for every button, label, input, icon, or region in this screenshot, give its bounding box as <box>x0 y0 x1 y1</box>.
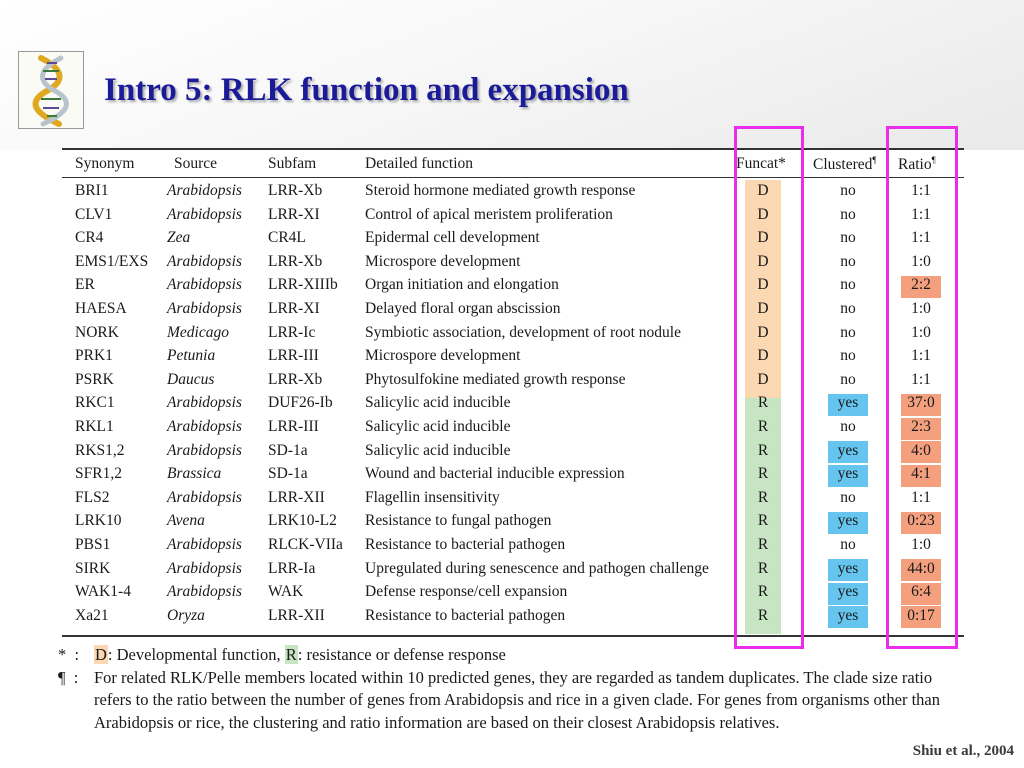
cell-clustered: no <box>840 300 856 317</box>
table-row <box>0 275 1024 299</box>
cell-ratio: 4:0 <box>911 441 931 459</box>
cell-clustered: no <box>840 276 856 294</box>
cell-subfam: LRR-XI <box>268 300 320 317</box>
cell-clustered: no <box>840 347 856 365</box>
cell-funcat: R <box>757 441 769 459</box>
table-row <box>0 323 1024 347</box>
pilcrow-symbol: ¶ <box>58 667 66 687</box>
cell-subfam: LRR-XII <box>268 606 325 624</box>
cell-source: Brassica <box>167 465 222 483</box>
cell-clustered: no <box>840 536 856 553</box>
cell-synonym: SIRK <box>75 559 111 577</box>
table-header-rule <box>62 177 964 178</box>
cell-detailed-function: Wound and bacterial inducible expression <box>365 465 625 483</box>
cell-clustered: no <box>840 182 856 199</box>
cell-source: Arabidopsis <box>167 182 242 199</box>
cell-synonym: PBS1 <box>75 536 111 553</box>
table-row <box>0 606 1024 630</box>
cell-subfam: LRR-Ia <box>268 559 316 577</box>
table-row <box>0 582 1024 606</box>
cell-subfam: SD-1a <box>268 465 308 483</box>
cell-funcat: R <box>757 512 769 530</box>
cell-ratio: 1:0 <box>911 252 931 270</box>
cell-clustered: yes <box>837 606 859 624</box>
cell-funcat: R <box>757 465 769 483</box>
table-row <box>0 559 1024 583</box>
cell-clustered: no <box>840 252 856 270</box>
table-row <box>0 488 1024 512</box>
cell-clustered: no <box>840 323 856 341</box>
cell-subfam: LRK10-L2 <box>268 512 337 530</box>
cell-detailed-function: Flagellin insensitivity <box>365 488 500 506</box>
developmental-code: D <box>95 645 107 664</box>
cell-synonym: RKC1 <box>75 394 115 412</box>
citation: Shiu et al., 2004 <box>912 743 1014 759</box>
cell-ratio: 1:0 <box>911 536 931 553</box>
cell-detailed-function: Salicylic acid inducible <box>365 394 511 412</box>
cell-clustered: yes <box>837 583 859 601</box>
cell-clustered: yes <box>837 465 859 483</box>
cell-clustered: no <box>840 488 856 506</box>
table-row <box>0 181 1024 205</box>
table-row <box>0 346 1024 370</box>
cell-subfam: LRR-Ic <box>268 323 316 341</box>
cell-funcat: R <box>757 583 769 601</box>
resistance-code: R <box>285 645 297 664</box>
cell-source: Petunia <box>167 347 216 365</box>
cell-ratio: 2:2 <box>911 276 931 294</box>
header-synonym: Synonym <box>75 155 135 172</box>
cell-synonym: NORK <box>75 323 119 341</box>
header-ratio-label: Ratio <box>898 156 932 174</box>
cell-detailed-function: Resistance to bacterial pathogen <box>365 536 566 553</box>
table-row <box>0 393 1024 417</box>
pilcrow-description: For related RLK/Pelle members located within 10 predicted genes, they are regarded as tandem duplicates. The clade size ratio refers to the ratio between the number of genes from Arabidopsis and rice in a given clade. For genes from organisms other than Arabidopsis or rice, the clustering and ratio information are based on their closest Arabidopsis relatives. <box>94 667 940 732</box>
cell-ratio: 1:1 <box>911 370 931 388</box>
footnotes <box>58 644 958 734</box>
cell-source: Arabidopsis <box>167 205 242 223</box>
footnote-asterisk-mark <box>58 644 79 667</box>
cell-ratio: 6:4 <box>911 583 931 601</box>
cell-clustered: no <box>840 205 856 223</box>
cell-detailed-function: Steroid hormone mediated growth response <box>365 182 636 199</box>
cell-ratio: 0:23 <box>907 512 935 530</box>
cell-source: Arabidopsis <box>167 583 242 601</box>
cell-synonym: Xa21 <box>75 606 109 624</box>
table-row <box>0 299 1024 323</box>
cell-detailed-function: Resistance to bacterial pathogen <box>365 606 566 624</box>
cell-funcat: R <box>757 394 769 412</box>
table-bottom-rule <box>62 635 964 637</box>
cell-source: Arabidopsis <box>167 418 242 435</box>
cell-clustered: yes <box>837 559 859 577</box>
cell-subfam: LRR-Xb <box>268 182 323 199</box>
table-row <box>0 205 1024 229</box>
header-source: Source <box>174 155 218 172</box>
cell-funcat: R <box>757 606 769 624</box>
cell-funcat: D <box>757 182 769 199</box>
cell-ratio: 2:3 <box>911 418 931 435</box>
cell-ratio: 1:1 <box>911 229 931 247</box>
cell-subfam: LRR-XIIIb <box>268 276 338 294</box>
table-row <box>0 228 1024 252</box>
cell-subfam: SD-1a <box>268 441 308 459</box>
cell-clustered: yes <box>837 512 859 530</box>
cell-ratio: 44:0 <box>907 559 935 577</box>
cell-funcat: D <box>757 252 769 270</box>
cell-detailed-function: Organ initiation and elongation <box>365 276 559 294</box>
table-row <box>0 441 1024 465</box>
table-row <box>0 464 1024 488</box>
header-detailed-function: Detailed function <box>365 155 474 172</box>
cell-ratio: 1:1 <box>911 347 931 365</box>
cell-detailed-function: Phytosulfokine mediated growth response <box>365 370 626 388</box>
cell-source: Daucus <box>167 370 215 388</box>
cell-subfam: LRR-Xb <box>268 370 323 388</box>
cell-subfam: LRR-III <box>268 347 319 365</box>
cell-subfam: LRR-XI <box>268 205 320 223</box>
cell-synonym: RKS1,2 <box>75 441 125 459</box>
table-header <box>0 154 1024 176</box>
table-row <box>0 252 1024 276</box>
cell-funcat: D <box>757 205 769 223</box>
cell-ratio: 4:1 <box>911 465 931 483</box>
cell-clustered: yes <box>837 441 859 459</box>
cell-funcat: D <box>757 300 769 317</box>
header-clustered-label: Clustered <box>813 156 873 174</box>
table-row <box>0 535 1024 559</box>
cell-detailed-function: Symbiotic association, development of root nodule <box>365 323 681 341</box>
cell-source: Arabidopsis <box>167 536 242 553</box>
cell-source: Medicago <box>167 323 229 341</box>
cell-detailed-function: Upregulated during senescence and pathogen challenge <box>365 559 709 577</box>
cell-clustered: no <box>840 229 856 247</box>
cell-subfam: WAK <box>268 583 304 601</box>
cell-synonym: ER <box>75 276 95 294</box>
header-funcat: Funcat* <box>736 155 786 172</box>
header-clustered-mark: ¶ <box>872 155 877 165</box>
cell-source: Arabidopsis <box>167 559 242 577</box>
cell-synonym: BRI1 <box>75 182 109 199</box>
cell-detailed-function: Control of apical meristem proliferation <box>365 205 613 223</box>
cell-synonym: PSRK <box>75 370 114 388</box>
cell-source: Arabidopsis <box>167 441 242 459</box>
cell-funcat: D <box>757 323 769 341</box>
cell-clustered: no <box>840 370 856 388</box>
cell-source: Arabidopsis <box>167 488 242 506</box>
dna-helix-icon <box>18 51 84 129</box>
cell-subfam: DUF26-Ib <box>268 394 333 412</box>
cell-synonym: CLV1 <box>75 205 113 223</box>
cell-funcat: R <box>757 488 769 506</box>
cell-source: Arabidopsis <box>167 276 242 294</box>
cell-source: Zea <box>167 229 191 247</box>
cell-clustered: no <box>840 418 856 435</box>
cell-funcat: D <box>757 229 769 247</box>
ratio-emphasis-box <box>886 126 958 649</box>
cell-subfam: CR4L <box>268 229 306 247</box>
cell-synonym: SFR1,2 <box>75 465 122 483</box>
cell-synonym: CR4 <box>75 229 104 247</box>
cell-synonym: FLS2 <box>75 488 110 506</box>
developmental-description: : Developmental function, <box>107 645 281 664</box>
cell-synonym: HAESA <box>75 300 127 317</box>
cell-source: Arabidopsis <box>167 252 242 270</box>
cell-ratio: 1:1 <box>911 182 931 199</box>
pilcrow-separator: : <box>73 667 79 687</box>
cell-ratio: 1:1 <box>911 488 931 506</box>
header-subfam: Subfam <box>268 155 317 172</box>
cell-detailed-function: Salicylic acid inducible <box>365 441 511 459</box>
cell-synonym: EMS1/EXS <box>75 252 149 270</box>
table-row <box>0 511 1024 535</box>
cell-synonym: RKL1 <box>75 418 114 435</box>
footnote-pilcrow <box>58 667 958 735</box>
cell-ratio: 1:0 <box>911 323 931 341</box>
cell-detailed-function: Salicylic acid inducible <box>365 418 511 435</box>
footnote-asterisk <box>58 644 958 667</box>
cell-subfam: LRR-XII <box>268 488 325 506</box>
asterisk-separator: : <box>74 645 80 664</box>
cell-source: Oryza <box>167 606 205 624</box>
cell-funcat: D <box>757 347 769 365</box>
table-row <box>0 370 1024 394</box>
cell-detailed-function: Microspore development <box>365 252 521 270</box>
page-title: Intro 5: RLK function and expansion <box>104 72 629 108</box>
table-row <box>0 417 1024 441</box>
cell-detailed-function: Resistance to fungal pathogen <box>365 512 552 530</box>
header-clustered <box>813 155 876 174</box>
table-top-rule <box>62 148 964 150</box>
cell-detailed-function: Defense response/cell expansion <box>365 583 568 601</box>
cell-detailed-function: Microspore development <box>365 347 521 365</box>
footnote-pilcrow-mark <box>58 667 78 690</box>
cell-synonym: PRK1 <box>75 347 113 365</box>
cell-source: Avena <box>167 512 205 530</box>
cell-detailed-function: Epidermal cell development <box>365 229 540 247</box>
cell-source: Arabidopsis <box>167 300 242 317</box>
resistance-description: : resistance or defense response <box>297 645 506 664</box>
cell-funcat: R <box>757 536 769 553</box>
funcat-emphasis-box <box>734 126 804 649</box>
cell-funcat: D <box>757 276 769 294</box>
cell-synonym: LRK10 <box>75 512 122 530</box>
header-ratio-mark: ¶ <box>931 155 936 165</box>
cell-subfam: LRR-III <box>268 418 319 435</box>
cell-synonym: WAK1-4 <box>75 583 131 601</box>
cell-funcat: R <box>757 559 769 577</box>
cell-ratio: 0:17 <box>907 606 935 624</box>
cell-ratio: 1:0 <box>911 300 931 317</box>
cell-subfam: RLCK-VIIa <box>268 536 343 553</box>
cell-funcat: R <box>757 418 769 435</box>
cell-funcat: D <box>757 370 769 388</box>
cell-subfam: LRR-Xb <box>268 252 323 270</box>
cell-ratio: 37:0 <box>907 394 935 412</box>
cell-clustered: yes <box>837 394 859 412</box>
cell-detailed-function: Delayed floral organ abscission <box>365 300 561 317</box>
cell-source: Arabidopsis <box>167 394 242 412</box>
cell-ratio: 1:1 <box>911 205 931 223</box>
asterisk-symbol: * <box>58 645 67 664</box>
